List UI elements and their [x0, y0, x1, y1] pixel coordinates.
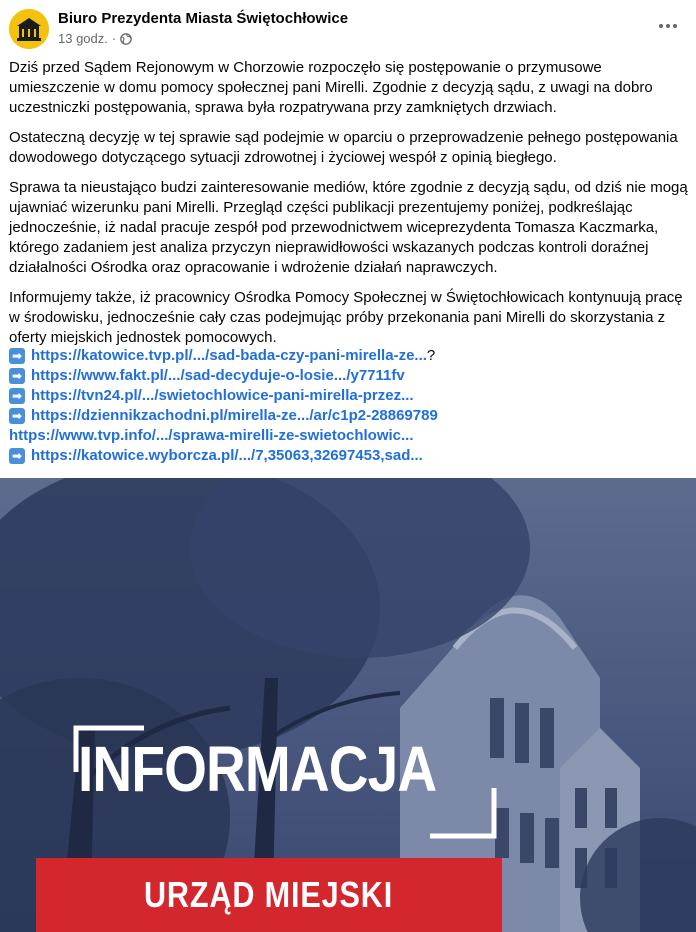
- more-dots-icon: [658, 23, 678, 29]
- post-meta: [58, 31, 132, 46]
- link-row: [9, 366, 689, 386]
- meta-separator: ·: [111, 31, 117, 46]
- post-time[interactable]: 13 godz.: [58, 31, 108, 46]
- image-banner: [36, 858, 502, 932]
- post-paragraph: Ostateczną decyzję w tej sprawie sąd podejmie w oparciu o przeprowadzenie pełnego postępowania dowodowego dotyczącego sytuacji zdrowotnej i życiowej wespół z opinią biegłego.: [9, 129, 678, 166]
- link-row: [9, 346, 689, 366]
- link-fakt[interactable]: https://www.fakt.pl/.../sad-decyduje-o-losie.../y7711fv: [31, 367, 405, 384]
- right-arrow-icon: ➡: [9, 388, 25, 404]
- link-dziennik-zachodni[interactable]: https://dziennikzachodni.pl/mirella-ze.../ar/c1p2-28869789: [31, 407, 438, 424]
- link-suffix: ?: [426, 347, 436, 364]
- post-paragraph: Sprawa ta nieustająco budzi zainteresowanie mediów, które zgodnie z decyzją sądu, od dziś nie mogą ujawniać wizerunku pani Mirelli. Przegląd części publikacji prezentujemy poniżej, podkreślając jednocześnie, iż nadal pracuje zespół pod przewodnictwem wiceprezydenta Tomasza Kaczmarka, którego zadaniem jest analiza przyczyn nieprawidłowości wskazanych podczas kontroli doraźnej działalności Ośrodka oraz opracowanie i wdrożenie działań naprawczych.: [9, 179, 688, 276]
- link-row: [9, 386, 689, 406]
- right-arrow-icon: ➡: [9, 368, 25, 384]
- page-avatar[interactable]: [9, 9, 49, 49]
- link-row: [9, 446, 689, 466]
- link-row: [9, 426, 689, 446]
- link-wyborcza[interactable]: https://katowice.wyborcza.pl/.../7,35063,32697453,sad...: [31, 447, 423, 464]
- banner-text: URZĄD MIEJSKI: [144, 874, 394, 915]
- link-tvp-info[interactable]: https://www.tvp.info/.../sprawa-mirelli-ze-swietochlowic...: [9, 427, 414, 444]
- city-hall-logo-icon: [9, 9, 49, 49]
- right-arrow-icon: ➡: [9, 448, 25, 464]
- more-options-button[interactable]: [654, 12, 682, 40]
- post-paragraph: Dziś przed Sądem Rejonowym w Chorzowie rozpoczęło się postępowanie o przymusowe umieszczenie w domu pomocy społecznej pani Mirelli. Zgodnie z decyzją sądu, z uwagi na dobro uczestniczki postępowania, sprawa była rozpatrywana przy zamkniętych drzwiach.: [9, 59, 653, 116]
- post-header: [0, 0, 696, 52]
- post-body: [9, 58, 689, 358]
- link-tvp-katowice[interactable]: https://katowice.tvp.pl/.../sad-bada-czy-pani-mirella-ze...: [31, 347, 427, 364]
- globe-icon[interactable]: [120, 33, 132, 45]
- right-arrow-icon: ➡: [9, 348, 25, 364]
- link-row: [9, 406, 689, 426]
- link-list: [9, 346, 689, 466]
- right-arrow-icon: ➡: [9, 408, 25, 424]
- image-title: INFORMACJA: [78, 733, 437, 805]
- page-name[interactable]: Biuro Prezydenta Miasta Świętochłowice: [58, 10, 349, 27]
- link-tvn24[interactable]: https://tvn24.pl/.../swietochlowice-pani-mirella-przez...: [31, 387, 414, 404]
- post-paragraph: Informujemy także, iż pracownicy Ośrodka Pomocy Społecznej w Świętochłowicach kontynuują pracę w środowisku, jednocześnie cały czas podejmując próby przekonania pani Mirelli do skorzystania z oferty miejskich jednostek pomocowych.: [9, 289, 683, 346]
